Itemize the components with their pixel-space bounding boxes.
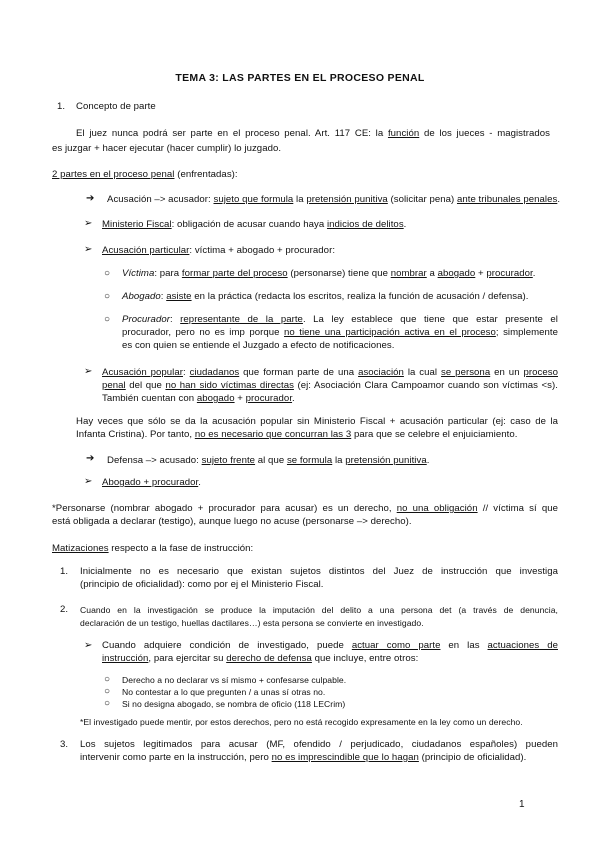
circle-bullet-icon: ○ bbox=[104, 314, 111, 325]
defensa-item: Defensa –> acusado: sujeto frente al que se formula la pretensión punitiva. bbox=[107, 455, 430, 466]
document-title: TEMA 3: LAS PARTES EN EL PROCESO PENAL bbox=[175, 72, 425, 84]
hay-veces-line-1: Hay veces que sólo se da la acusación popular sin Ministerio Fiscal + acusación particular (ej: caso de la bbox=[76, 416, 558, 427]
matizacion-2-line-1: Cuando en la investigación se produce la imputación del delito a una persona det (a través de denuncia, bbox=[80, 605, 558, 615]
acusacion-popular-line-2: penal del que no han sido víctimas directas (ej: Asociación Clara Campoamor cuando son víctimas <s). bbox=[102, 380, 558, 391]
nota-investigado: *El investigado puede mentir, por estos derechos, pero no está recogido expresamente en la ley como un derecho. bbox=[80, 717, 523, 727]
circle-bullet-icon: ○ bbox=[104, 268, 111, 279]
matizacion-2-line-2: declaración de un testigo, huellas dactilares…) esta persona se convierte en investigado. bbox=[80, 618, 424, 628]
victima-item: Víctima: para formar parte del proceso (personarse) tiene que nombrar a abogado + procurador. bbox=[122, 268, 536, 279]
arrow-bullet-icon: ➔ bbox=[86, 453, 95, 464]
circle-bullet-icon: ○ bbox=[104, 686, 111, 697]
triangle-bullet-icon: ➢ bbox=[84, 366, 93, 377]
matizaciones-heading: Matizaciones respecto a la fase de instrucción: bbox=[52, 543, 254, 554]
paragraph-juez-line-1: El juez nunca podrá ser parte en el proceso penal. Art. 117 CE: la función de los jueces - magistrados bbox=[76, 128, 550, 139]
triangle-bullet-icon: ➢ bbox=[84, 640, 93, 651]
circle-bullet-icon: ○ bbox=[104, 674, 111, 685]
abogado-item: Abogado: asiste en la práctica (redacta los escritos, realiza la función de acusación / defensa). bbox=[122, 291, 529, 302]
investigado-line-1: Cuando adquiere condición de investigado, puede actuar como parte en las actuaciones de bbox=[102, 640, 558, 651]
circle-bullet-icon: ○ bbox=[104, 698, 111, 709]
procurador-item-line-3: es con quien se entiende el Juzgado a efecto de notificaciones. bbox=[122, 340, 395, 351]
triangle-bullet-icon: ➢ bbox=[84, 218, 93, 229]
triangle-bullet-icon: ➢ bbox=[84, 244, 93, 255]
list-number: 3. bbox=[60, 739, 69, 750]
matizacion-1-line-2: (principio de oficialidad): como por ej el Ministerio Fiscal. bbox=[80, 579, 324, 590]
section-heading: Concepto de parte bbox=[76, 101, 156, 112]
acusacion-particular-item: Acusación particular: víctima + abogado + procurador: bbox=[102, 245, 336, 256]
matizacion-1-line-1: Inicialmente no es necesario que existan sujetos distintos del Juez de instrucción que investiga bbox=[80, 566, 558, 577]
paragraph-juez-line-2: es juzgar + hacer ejecutar (hacer cumplir) lo juzgado. bbox=[52, 143, 282, 154]
acusacion-popular-line-1: Acusación popular: ciudadanos que forman parte de una asociación la cual se persona en un proceso bbox=[102, 367, 558, 378]
procurador-item-line-2: procurador, pero no es imp porque no tiene una participación activa en el proceso; simplemente bbox=[122, 327, 558, 338]
list-number: 2. bbox=[60, 604, 69, 615]
investigado-line-2: instrucción, para ejercitar su derecho de defensa que incluye, entre otros: bbox=[102, 653, 419, 664]
nota-personarse-line-1: *Personarse (nombrar abogado + procurador para acusar) es un derecho, no una obligación // víctima sí que bbox=[52, 503, 558, 514]
matizacion-3-line-1: Los sujetos legitimados para acusar (MF, ofendido / perjudicado, ciudadanos españoles) pueden bbox=[80, 739, 558, 750]
derecho-item: Derecho a no declarar vs sí mismo + confesarse culpable. bbox=[122, 675, 347, 685]
nota-personarse-line-2: está obligada a declarar (testigo), aunque luego no acuse (personarse –> derecho). bbox=[52, 516, 412, 527]
list-number: 1. bbox=[60, 566, 69, 577]
derecho-item: No contestar a lo que pregunten / a unas sí otras no. bbox=[122, 687, 326, 697]
procurador-item-line-1: Procurador: representante de la parte. La ley establece que tiene que estar presente el bbox=[122, 314, 558, 325]
partes-heading: 2 partes en el proceso penal (enfrentadas): bbox=[52, 169, 238, 180]
circle-bullet-icon: ○ bbox=[104, 291, 111, 302]
hay-veces-line-2: Infanta Cristina). Por tanto, no es necesario que concurran las 3 para que se celebre el enjuiciamiento. bbox=[76, 429, 518, 440]
matizacion-3-line-2: intervenir como parte en la instrucción, pero no es imprescindible que lo hagan (principio de oficialidad). bbox=[80, 752, 527, 763]
triangle-bullet-icon: ➢ bbox=[84, 476, 93, 487]
derecho-item: Si no designa abogado, se nombra de oficio (118 LECrim) bbox=[122, 699, 346, 709]
acusacion-item: Acusación –> acusador: sujeto que formula la pretensión punitiva (solicitar pena) ante tribunales penales. bbox=[107, 194, 561, 205]
ministerio-fiscal-item: Ministerio Fiscal: obligación de acusar cuando haya indicios de delitos. bbox=[102, 219, 407, 230]
defensa-subitem: Abogado + procurador. bbox=[102, 477, 201, 488]
page-number: 1 bbox=[519, 799, 525, 810]
arrow-bullet-icon: ➔ bbox=[86, 193, 95, 204]
acusacion-popular-line-3: También cuentan con abogado + procurador. bbox=[102, 393, 295, 404]
section-number: 1. bbox=[57, 101, 66, 112]
